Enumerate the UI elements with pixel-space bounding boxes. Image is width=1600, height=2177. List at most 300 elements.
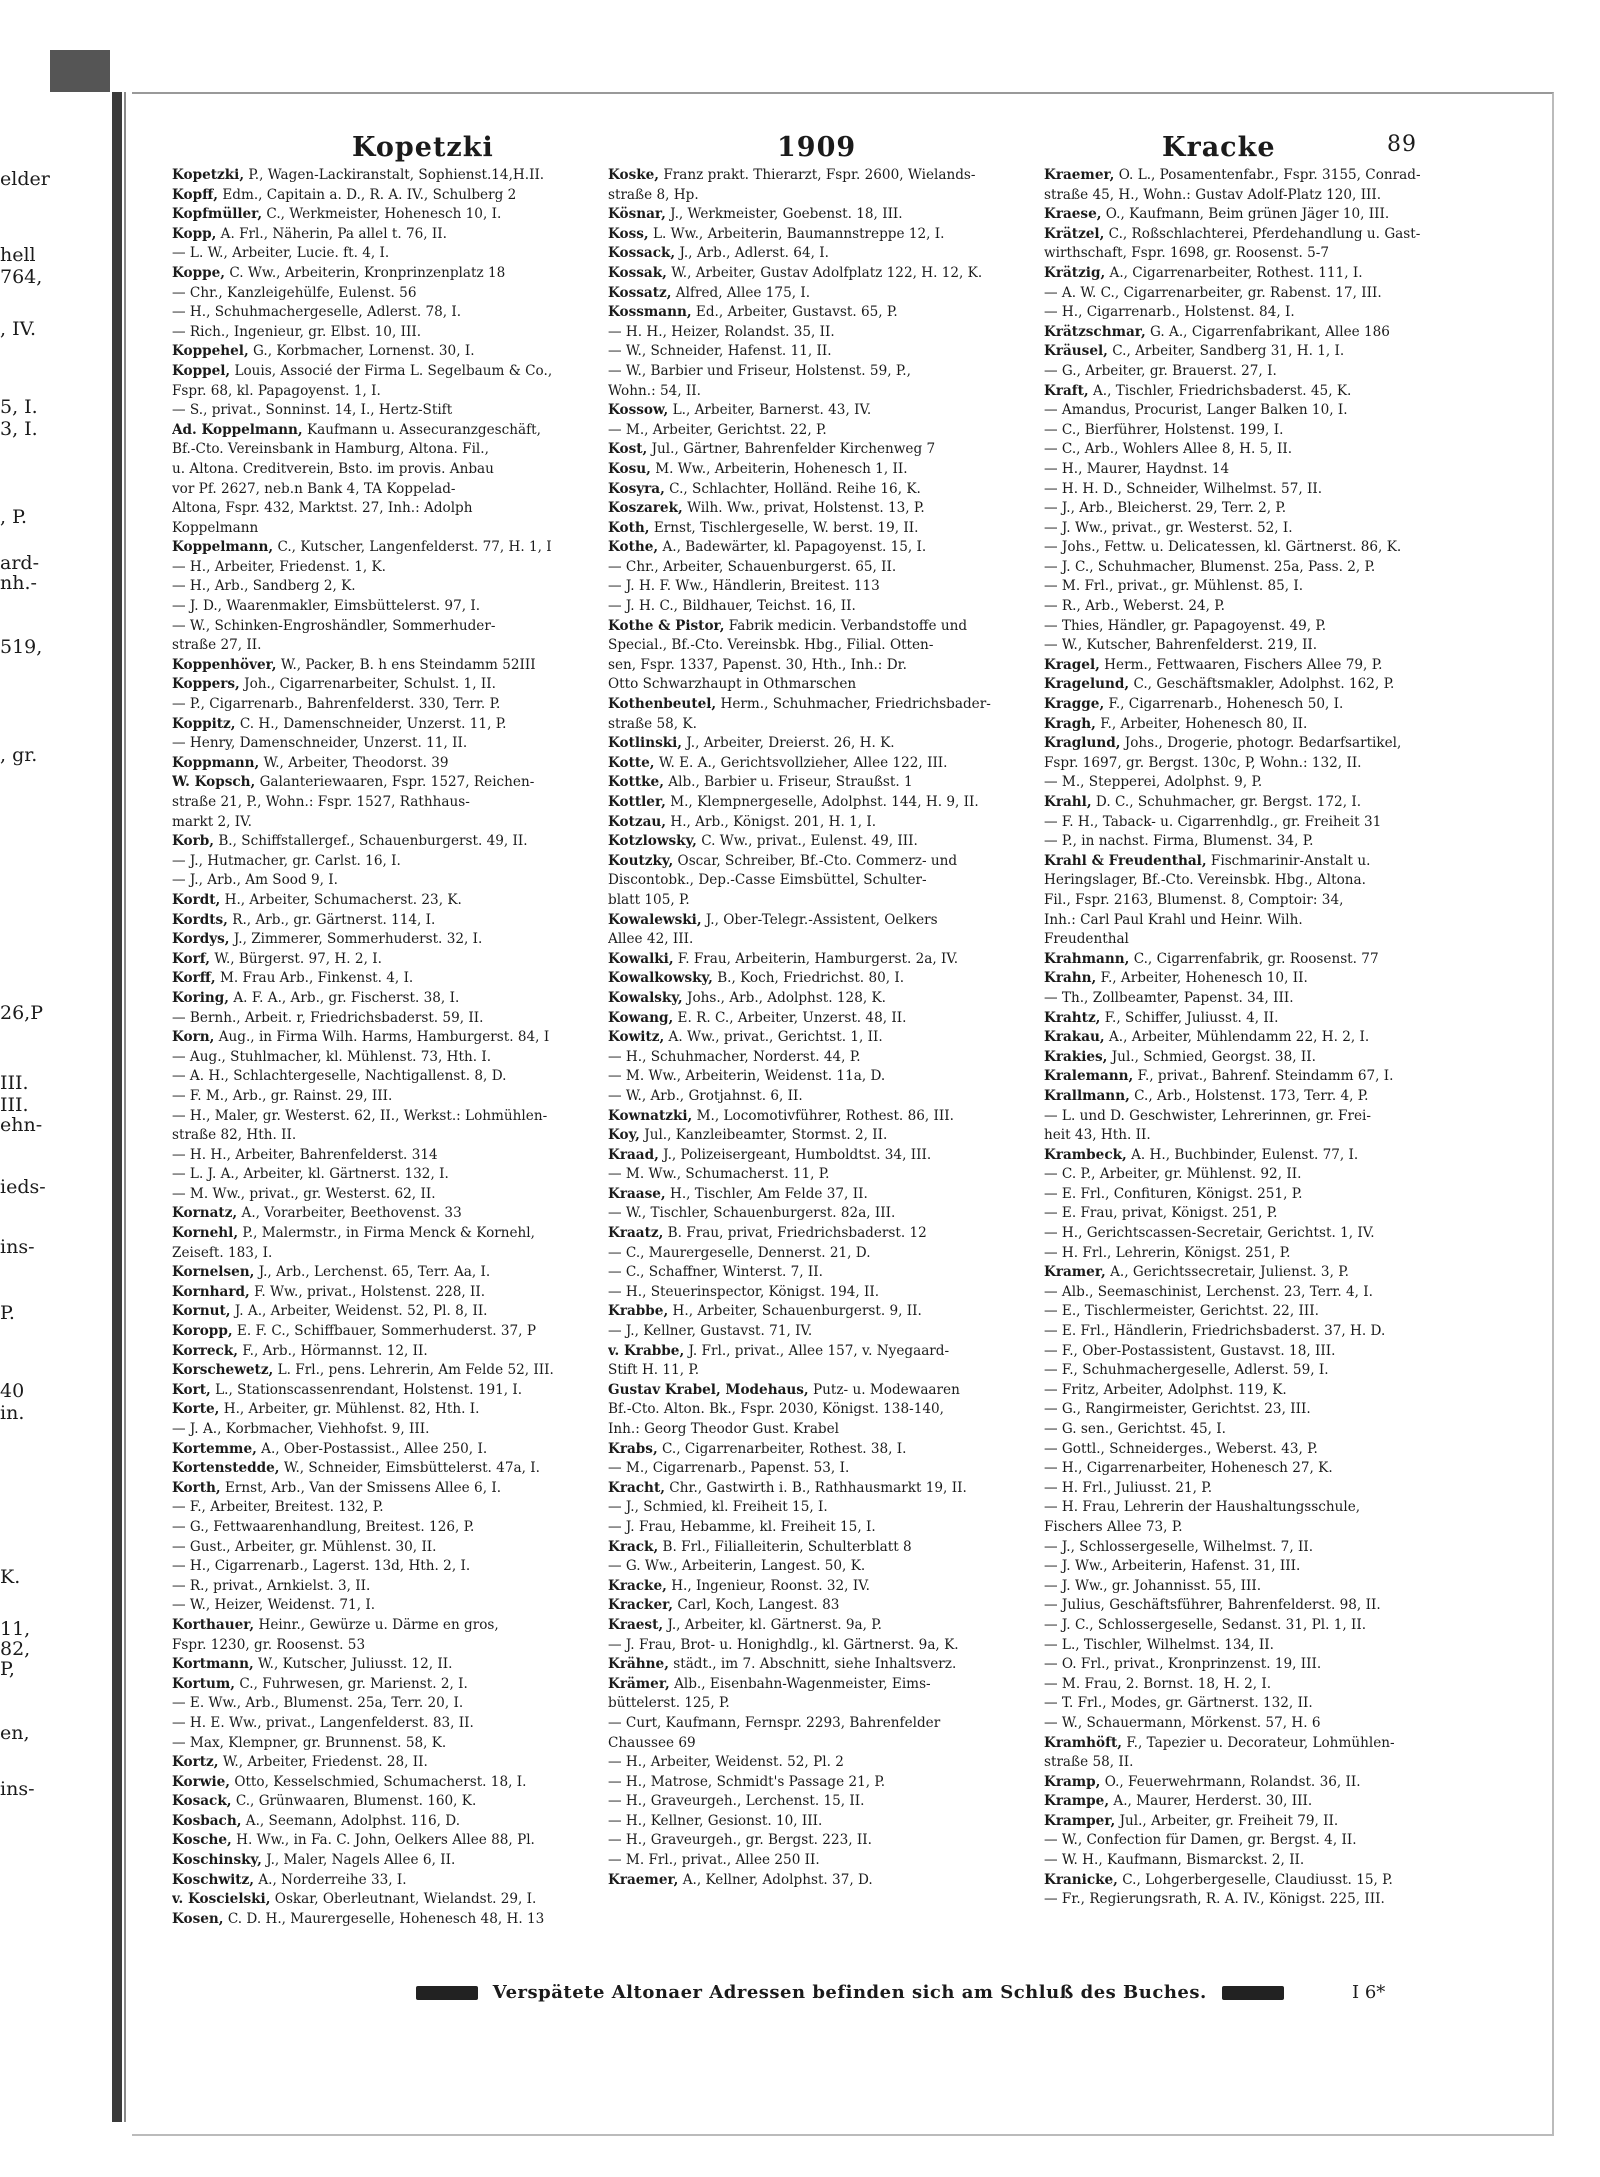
edge-fragment: 3, I. [0, 418, 38, 440]
directory-entry [172, 558, 590, 578]
entry-details: Heinr., Gewürze u. Därme en gros, [258, 1616, 499, 1633]
entry-details: sen, Fspr. 1337, Papenst. 30, Hth., Inh.: Dr. [608, 656, 907, 673]
directory-entry [608, 1831, 1020, 1851]
entry-details: E. F. C., Schiffbauer, Sommerhuderst. 37, P [236, 1323, 536, 1340]
entry-surname: Kramer, [1044, 1264, 1106, 1281]
directory-entry [608, 538, 1020, 558]
directory-entry [1044, 1694, 1456, 1714]
directory-entry [1044, 264, 1456, 284]
entry-details: B., Koch, Friedrichst. 80, I. [717, 970, 905, 987]
header-year: 1909 [777, 132, 857, 163]
entry-surname: Kracht, [608, 1479, 665, 1496]
directory-entry [172, 186, 590, 206]
entry-details: C., Cigarrenarbeiter, Rothest. 38, I. [662, 1440, 907, 1457]
entry-details: Fabrik medicin. Verbandstoffe und [728, 617, 968, 634]
directory-entry [172, 1342, 590, 1362]
directory-entry [1044, 1498, 1456, 1518]
directory-entry [1044, 969, 1456, 989]
entry-details: C., Lohgerbergeselle, Claudiusst. 15, P. [1122, 1871, 1393, 1888]
entry-details: — H., Maurer, Haydnst. 14 [1044, 460, 1230, 477]
entry-details: C. Ww., Arbeiterin, Kronprinzenplatz 18 [229, 264, 506, 281]
directory-entry [172, 1067, 590, 1087]
directory-entry [1044, 1165, 1456, 1185]
entry-details: C., Schlachter, Holländ. Reihe 16, K. [669, 480, 921, 497]
entry-details: Kaufmann u. Assecuranzgeschäft, [306, 421, 541, 438]
entry-details: F., Arb., Hörmannst. 12, II. [242, 1342, 428, 1359]
entry-details: L. Ww., Arbeiterin, Baumannstreppe 12, I. [652, 225, 945, 242]
directory-entry [608, 1400, 1020, 1420]
entry-details: M., Locomotivführer, Rothest. 86, III. [696, 1107, 954, 1124]
directory-entry [172, 1283, 590, 1303]
entry-details: — Th., Zollbeamter, Papenst. 34, III. [1044, 989, 1294, 1006]
entry-details: — W., Tischler, Schauenburgerst. 82a, III. [608, 1205, 896, 1222]
edge-fragment: P. [0, 1302, 15, 1324]
entry-details: — Curt, Kaufmann, Fernspr. 2293, Bahrenfelder [608, 1714, 941, 1731]
entry-surname: Krahl, [1044, 794, 1092, 810]
entry-details: J., Arb., Lerchenst. 65, Terr. Aa, I. [258, 1264, 491, 1281]
entry-details: C., Roßschlachterei, Pferdehandlung u. Gast- [1108, 225, 1421, 242]
entry-surname: Kortum, [172, 1675, 236, 1692]
entry-details: Jul., Gärtner, Bahrenfelder Kirchenweg 7 [651, 441, 936, 458]
entry-details: — Gottl., Schneiderges., Weberst. 43, P. [1044, 1440, 1318, 1457]
entry-details: A., Seemann, Adolphst. 116, D. [245, 1812, 461, 1829]
entry-details: Chr., Gastwirth i. B., Rathhausmarkt 19, II. [669, 1479, 967, 1496]
directory-entry [608, 1244, 1020, 1264]
entry-details: Fspr. 68, kl. Papagoyenst. 1, I. [172, 382, 381, 399]
entry-details: Wilh. Ww., privat, Holstenst. 13, P. [687, 500, 925, 517]
directory-entry [172, 754, 590, 774]
directory-entry [1044, 1596, 1456, 1616]
directory-entry [608, 1440, 1020, 1460]
entry-details: A., Cigarrenarbeiter, Rothest. 111, I. [1109, 264, 1363, 281]
entry-details: M. Frau Arb., Finkenst. 4, I. [219, 970, 414, 987]
directory-entry [1044, 1557, 1456, 1577]
entry-details: Johs., Drogerie, photogr. Bedarfsartikel, [1124, 735, 1402, 752]
entry-surname: Krahl & Freudenthal, [1044, 852, 1207, 869]
entry-details: — H. Frl., Juliusst. 21, P. [1044, 1479, 1213, 1496]
entry-surname: Kortenstedde, [172, 1460, 280, 1477]
edge-fragment: ehn- [0, 1114, 43, 1136]
entry-details: H., Tischler, Am Felde 37, II. [669, 1185, 868, 1202]
directory-entry [608, 754, 1020, 774]
entry-details: A., Norderreihe 33, I. [258, 1871, 407, 1888]
entry-details: — H. H., Arbeiter, Bahrenfelderst. 314 [172, 1146, 438, 1163]
entry-details: Altona, Fspr. 432, Marktst. 27, Inh.: Adolph [172, 500, 473, 517]
entry-details: B., Schiffstallergef., Schauenburgerst. 49, II. [218, 833, 528, 850]
directory-entry [172, 1890, 590, 1910]
directory-entry [1044, 1753, 1456, 1773]
directory-entry [172, 1185, 590, 1205]
directory-entry [172, 1831, 590, 1851]
entry-details: — J., Hutmacher, gr. Carlst. 16, I. [172, 852, 401, 869]
entry-details: — H., Cigarrenarbeiter, Hohenesch 27, K. [1044, 1460, 1333, 1477]
entry-surname: Kraemer, [1044, 167, 1115, 183]
directory-entry [1044, 1538, 1456, 1558]
entry-surname: v. Krabbe, [608, 1342, 685, 1359]
directory-entry [608, 1596, 1020, 1616]
entry-details: — Gust., Arbeiter, gr. Mühlenst. 30, II. [172, 1538, 437, 1555]
entry-details: — J., Arb., Am Sood 9, I. [172, 872, 338, 889]
entry-details: — A. H., Schlachtergeselle, Nachtigallenst. 8, D. [172, 1068, 507, 1085]
entry-details: — H., Schuhmacher, Norderst. 44, P. [608, 1048, 861, 1065]
directory-entry [608, 1518, 1020, 1538]
entry-details: — Fr., Regierungsrath, R. A. IV., Königst. 225, III. [1044, 1891, 1385, 1908]
directory-entry [172, 715, 590, 735]
entry-details: — G. Ww., Arbeiterin, Langest. 50, K. [608, 1558, 866, 1575]
directory-entry [172, 1616, 590, 1636]
entry-surname: Krahmann, [1044, 950, 1130, 967]
entry-surname: Kost, [608, 441, 648, 458]
entry-details: — M., Arbeiter, Gerichtst. 22, P. [608, 421, 827, 438]
entry-surname: Koring, [172, 989, 230, 1006]
directory-entry [1044, 1204, 1456, 1224]
directory-entry [608, 871, 1020, 891]
entry-details: wirthschaft, Fspr. 1698, gr. Roosenst. 5-7 [1044, 245, 1329, 262]
entry-details: J., Arb., Adlerst. 64, I. [679, 245, 829, 262]
directory-entry [172, 225, 590, 245]
directory-entry [608, 1459, 1020, 1479]
entry-details: blatt 105, P. [608, 891, 690, 908]
entry-details: M. Ww., Arbeiterin, Hohenesch 1, II. [655, 460, 908, 477]
directory-entry [608, 1107, 1020, 1127]
entry-surname: Krakau, [1044, 1029, 1105, 1046]
book-spine [112, 92, 122, 2122]
directory-entry [172, 303, 590, 323]
directory-entry [608, 1557, 1020, 1577]
entry-surname: Krakies, [1044, 1048, 1108, 1065]
entry-details: A. H., Buchbinder, Eulenst. 77, I. [1131, 1146, 1359, 1163]
directory-entry [608, 1577, 1020, 1597]
directory-entry [172, 401, 590, 421]
directory-entry [1044, 1616, 1456, 1636]
entry-surname: Kraese, [1044, 206, 1102, 223]
directory-entry [608, 480, 1020, 500]
entry-surname: Kracker, [608, 1597, 674, 1614]
entry-details: W., Kutscher, Juliusst. 12, II. [258, 1656, 453, 1673]
edge-fragment: 40 [0, 1380, 25, 1402]
directory-entry [608, 303, 1020, 323]
entry-surname: Korwie, [172, 1773, 230, 1790]
entry-details: Fischers Allee 73, P. [1044, 1518, 1183, 1535]
directory-entry [1044, 989, 1456, 1009]
directory-entry [172, 989, 590, 1009]
directory-entry [172, 1910, 590, 1930]
entry-surname: Kragh, [1044, 715, 1096, 732]
entry-details: — Amandus, Procurist, Langer Balken 10, I. [1044, 402, 1348, 419]
directory-entry [172, 969, 590, 989]
entry-surname: Koszarek, [608, 500, 683, 517]
entry-surname: Korthauer, [172, 1616, 255, 1633]
directory-entry [172, 773, 590, 793]
directory-entry [172, 264, 590, 284]
entry-details: H., Arb., Königst. 201, H. 1, I. [670, 813, 877, 830]
entry-details: — F., Arbeiter, Breitest. 132, P. [172, 1499, 384, 1516]
directory-entry [172, 734, 590, 754]
entry-details: Fil., Fspr. 2163, Blumenst. 8, Comptoir: 34, [1044, 891, 1344, 908]
entry-surname: Kowang, [608, 1009, 674, 1026]
directory-entry [172, 636, 590, 656]
entry-details: A., Arbeiter, Mühlendamm 22, H. 2, I. [1108, 1029, 1370, 1046]
entry-surname: W. Kopsch, [172, 774, 256, 791]
entry-surname: Krätzschmar, [1044, 323, 1146, 340]
entry-details: Oskar, Oberleutnant, Wielandst. 29, I. [274, 1891, 537, 1908]
entry-details: — Max, Klempner, gr. Brunnenst. 58, K. [172, 1734, 447, 1751]
entry-details: — H. Frl., Lehrerin, Königst. 251, P. [1044, 1244, 1291, 1261]
entry-details: — Aug., Stuhlmacher, kl. Mühlenst. 73, Hth. I. [172, 1048, 492, 1065]
entry-details: — F. M., Arb., gr. Rainst. 29, III. [172, 1087, 393, 1104]
entry-details: C., Kutscher, Langenfelderst. 77, H. 1, I [277, 539, 552, 556]
directory-entry [172, 1753, 590, 1773]
entry-details: G. A., Cigarrenfabrikant, Allee 186 [1150, 323, 1390, 340]
entry-surname: Koppers, [172, 676, 240, 693]
entry-surname: Koppelmann, [172, 539, 274, 556]
directory-entry [608, 1322, 1020, 1342]
entry-details: — Rich., Ingenieur, gr. Elbst. 10, III. [172, 323, 422, 340]
entry-surname: Koppenhöver, [172, 656, 277, 673]
directory-entry [1044, 1518, 1456, 1538]
entry-details: J. A., Arbeiter, Weidenst. 52, Pl. 8, II. [234, 1303, 488, 1320]
directory-entry [172, 244, 590, 264]
entry-surname: Krabbe, [608, 1303, 669, 1320]
entry-surname: Koppehel, [172, 343, 249, 360]
entry-details: H., Arbeiter, gr. Mühlenst. 82, Hth. I. [223, 1401, 480, 1418]
entry-details: J., Maler, Nagels Allee 6, II. [266, 1852, 456, 1869]
directory-entry [172, 617, 590, 637]
directory-entry [1044, 460, 1456, 480]
entry-details: — C., Maurergeselle, Dennerst. 21, D. [608, 1244, 871, 1261]
entry-details: — C., Bierführer, Holstenst. 199, I. [1044, 421, 1284, 438]
entry-details: straße 8, Hp. [608, 186, 699, 203]
entry-details: J. Frl., privat., Allee 157, v. Nyegaard- [688, 1342, 950, 1359]
directory-entry [608, 284, 1020, 304]
entry-details: — Fritz, Arbeiter, Adolphst. 119, K. [1044, 1381, 1287, 1398]
edge-fragment: , gr. [0, 744, 38, 766]
directory-entry [608, 852, 1020, 872]
directory-entry [1044, 1342, 1456, 1362]
entry-details: Zeiseft. 183, I. [172, 1244, 273, 1261]
directory-entry [172, 675, 590, 695]
entry-surname: Kownatzki, [608, 1107, 693, 1124]
directory-entry [1044, 558, 1456, 578]
directory-entry [608, 1871, 1020, 1891]
entry-surname: Kosu, [608, 460, 651, 477]
directory-entry [1044, 754, 1456, 774]
entry-surname: Krämer, [608, 1675, 670, 1692]
directory-entry [172, 1165, 590, 1185]
entry-details: — G., Rangirmeister, Gerichtst. 23, III. [1044, 1401, 1311, 1418]
page-tab-marker [50, 50, 110, 92]
directory-entry [608, 930, 1020, 950]
directory-entry [172, 950, 590, 970]
entry-surname: Kosack, [172, 1793, 232, 1810]
header-first-entry: Kopetzki [352, 132, 494, 163]
entry-details: — Chr., Arbeiter, Schauenburgerst. 65, II. [608, 558, 897, 575]
entry-details: Louis, Associé der Firma L. Segelbaum & Co., [234, 362, 553, 379]
entry-surname: Kracke, [608, 1577, 667, 1594]
entry-details: A., Vorarbeiter, Beethovenst. 33 [241, 1205, 462, 1222]
entry-details: F., Arbeiter, Hohenesch 80, II. [1100, 715, 1308, 732]
entry-details: — H., Maler, gr. Westerst. 62, II., Werkst.: Lohmühlen- [172, 1107, 548, 1124]
entry-surname: Kragelund, [1044, 676, 1130, 693]
directory-entry [1044, 1831, 1456, 1851]
entry-surname: Koropp, [172, 1323, 233, 1340]
entry-surname: Koppitz, [172, 715, 236, 732]
entry-surname: Kowitz, [608, 1029, 665, 1046]
directory-entry [608, 1204, 1020, 1224]
entry-surname: Kornelsen, [172, 1264, 255, 1281]
entry-details: — L. W., Arbeiter, Lucie. ft. 4, I. [172, 245, 390, 262]
directory-entry [172, 832, 590, 852]
directory-entry [172, 1126, 590, 1146]
entry-details: — J., Schlossergeselle, Wilhelmst. 7, II. [1044, 1538, 1314, 1555]
entry-details: vor Pf. 2627, neb.n Bank 4, TA Koppelad- [172, 480, 456, 497]
entry-details: W., Schneider, Eimsbüttelerst. 47a, I. [283, 1460, 540, 1477]
entry-details: — W., Barbier und Friseur, Holstenst. 59, P., [608, 362, 911, 379]
directory-entry [172, 852, 590, 872]
directory-entry [1044, 1851, 1456, 1871]
directory-entry [172, 1322, 590, 1342]
directory-entry [172, 930, 590, 950]
directory-entry [172, 499, 590, 519]
directory-entry [608, 989, 1020, 1009]
directory-entry [172, 1087, 590, 1107]
directory-entry [172, 1146, 590, 1166]
directory-entry [608, 1734, 1020, 1754]
directory-entry [172, 440, 590, 460]
directory-entry [608, 1342, 1020, 1362]
directory-entry [172, 1714, 590, 1734]
directory-entry [1044, 577, 1456, 597]
footer-notice-text: Verspätete Altonaer Adressen befinden sich am Schluß des Buches. [492, 1982, 1207, 2003]
entry-details: F. Ww., privat., Holstenst. 228, II. [254, 1283, 486, 1300]
entry-surname: Krätzig, [1044, 264, 1106, 281]
entry-surname: Kraemer, [608, 1871, 679, 1888]
directory-entry [1044, 1028, 1456, 1048]
entry-details: F., Cigarrenarb., Hohenesch 50, I. [1108, 696, 1344, 713]
directory-entry [172, 1361, 590, 1381]
entry-details: A., Tischler, Friedrichsbaderst. 45, K. [1092, 382, 1352, 399]
entry-details: — P., in nachst. Firma, Blumenst. 34, P. [1044, 833, 1314, 850]
entry-details: — J. A., Korbmacher, Viehhofst. 9, III. [172, 1421, 430, 1437]
directory-entry [608, 1694, 1020, 1714]
directory-entry [608, 597, 1020, 617]
entry-surname: Kotzau, [608, 813, 667, 830]
entry-details: — J., Schmied, kl. Freiheit 15, I. [608, 1499, 828, 1516]
entry-details: — W., Heizer, Weidenst. 71, I. [172, 1597, 376, 1614]
entry-details: — E. Frau, privat, Königst. 251, P. [1044, 1205, 1278, 1222]
entry-surname: Krambeck, [1044, 1146, 1127, 1163]
directory-column-1 [172, 166, 590, 1929]
directory-entry [1044, 597, 1456, 617]
directory-entry [172, 284, 590, 304]
directory-entry [608, 401, 1020, 421]
entry-details: F. Frau, Arbeiterin, Hamburgerst. 2a, IV. [677, 950, 959, 967]
entry-details: straße 21, P., Wohn.: Fspr. 1527, Rathhaus- [172, 794, 470, 810]
directory-entry [608, 1773, 1020, 1793]
directory-entry [608, 1616, 1020, 1636]
entry-surname: Koutzky, [608, 852, 674, 869]
entry-details: Fspr. 1697, gr. Bergst. 130c, P, Wohn.: 132, II. [1044, 754, 1362, 771]
directory-entry [1044, 1107, 1456, 1127]
entry-details: — J. C., Schlossergeselle, Sedanst. 31, Pl. 1, II. [1044, 1616, 1367, 1633]
edge-fragment: en, [0, 1722, 30, 1744]
directory-entry [608, 832, 1020, 852]
entry-details: Chaussee 69 [608, 1734, 696, 1751]
directory-entry [608, 1126, 1020, 1146]
entry-surname: Kornhard, [172, 1283, 250, 1300]
directory-entry [172, 1479, 590, 1499]
entry-details: — E. Ww., Arb., Blumenst. 25a, Terr. 20, I. [172, 1695, 464, 1712]
edge-fragment: K. [0, 1566, 21, 1588]
entry-surname: Kragel, [1044, 656, 1100, 673]
entry-details: — M., Stepperei, Adolphst. 9, P. [1044, 774, 1263, 791]
entry-details: Putz- u. Modewaaren [813, 1381, 960, 1398]
entry-details: — E., Tischlermeister, Gerichtst. 22, III. [1044, 1303, 1319, 1320]
entry-surname: Kraft, [1044, 382, 1089, 399]
entry-details: — J. H. F. Ww., Händlerin, Breitest. 113 [608, 578, 880, 595]
directory-entry [608, 1498, 1020, 1518]
directory-entry [608, 1263, 1020, 1283]
entry-details: — Thies, Händler, gr. Papagoyenst. 49, P. [1044, 617, 1327, 634]
directory-entry [172, 1028, 590, 1048]
entry-details: — M. Ww., privat., gr. Westerst. 62, II. [172, 1185, 436, 1202]
entry-details: A., Ober-Postassist., Allee 250, I. [261, 1440, 488, 1457]
directory-entry [608, 695, 1020, 715]
directory-entry [608, 166, 1020, 186]
directory-entry [172, 323, 590, 343]
entry-details: F., privat., Bahrenf. Steindamm 67, I. [1137, 1068, 1394, 1085]
entry-details: W., Arbeiter, Friedenst. 28, II. [222, 1754, 428, 1771]
entry-details: — H., Gerichtscassen-Secretair, Gerichtst. 1, IV. [1044, 1225, 1375, 1242]
directory-entry [1044, 1185, 1456, 1205]
entry-details: C. Ww., privat., Eulenst. 49, III. [701, 833, 918, 850]
directory-entry [1044, 1146, 1456, 1166]
entry-surname: Krätzel, [1044, 225, 1105, 242]
directory-entry [1044, 1400, 1456, 1420]
entry-details: — C., Arb., Wohlers Allee 8, H. 5, II. [1044, 441, 1293, 458]
entry-surname: Koth, [608, 519, 650, 536]
directory-entry [608, 1812, 1020, 1832]
edge-fragment: 11, [0, 1618, 31, 1640]
directory-entry [1044, 499, 1456, 519]
directory-entry [608, 1655, 1020, 1675]
entry-details: B. Frau, privat, Friedrichsbaderst. 12 [667, 1225, 927, 1242]
directory-entry [1044, 891, 1456, 911]
entry-surname: Kothenbeutel, [608, 696, 717, 713]
entry-details: — H. Frau, Lehrerin der Haushaltungsschule, [1044, 1499, 1361, 1516]
entry-details: — J. D., Waarenmakler, Eimsbüttelerst. 97, I. [172, 598, 481, 615]
entry-details: L., Arbeiter, Barnerst. 43, IV. [672, 402, 872, 419]
edge-fragment: hell [0, 244, 36, 266]
edge-fragment: in. [0, 1402, 25, 1424]
directory-entry [608, 382, 1020, 402]
entry-surname: Kotzlowsky, [608, 833, 697, 850]
directory-entry [1044, 1440, 1456, 1460]
directory-entry [1044, 656, 1456, 676]
directory-entry [608, 1165, 1020, 1185]
directory-entry [1044, 303, 1456, 323]
directory-entry [1044, 401, 1456, 421]
directory-entry [608, 519, 1020, 539]
entry-details: Allee 42, III. [608, 931, 694, 948]
edge-fragment: III. [0, 1094, 29, 1116]
entry-details: Galanteriewaaren, Fspr. 1527, Reichen- [259, 774, 535, 791]
entry-details: Joh., Cigarrenarbeiter, Schulst. 1, II. [244, 676, 496, 693]
entry-details: Ed., Arbeiter, Gustavst. 65, P. [695, 304, 898, 321]
directory-entry [1044, 1773, 1456, 1793]
entry-details: Stift H. 11, P. [608, 1362, 700, 1379]
directory-entry [1044, 1890, 1456, 1910]
